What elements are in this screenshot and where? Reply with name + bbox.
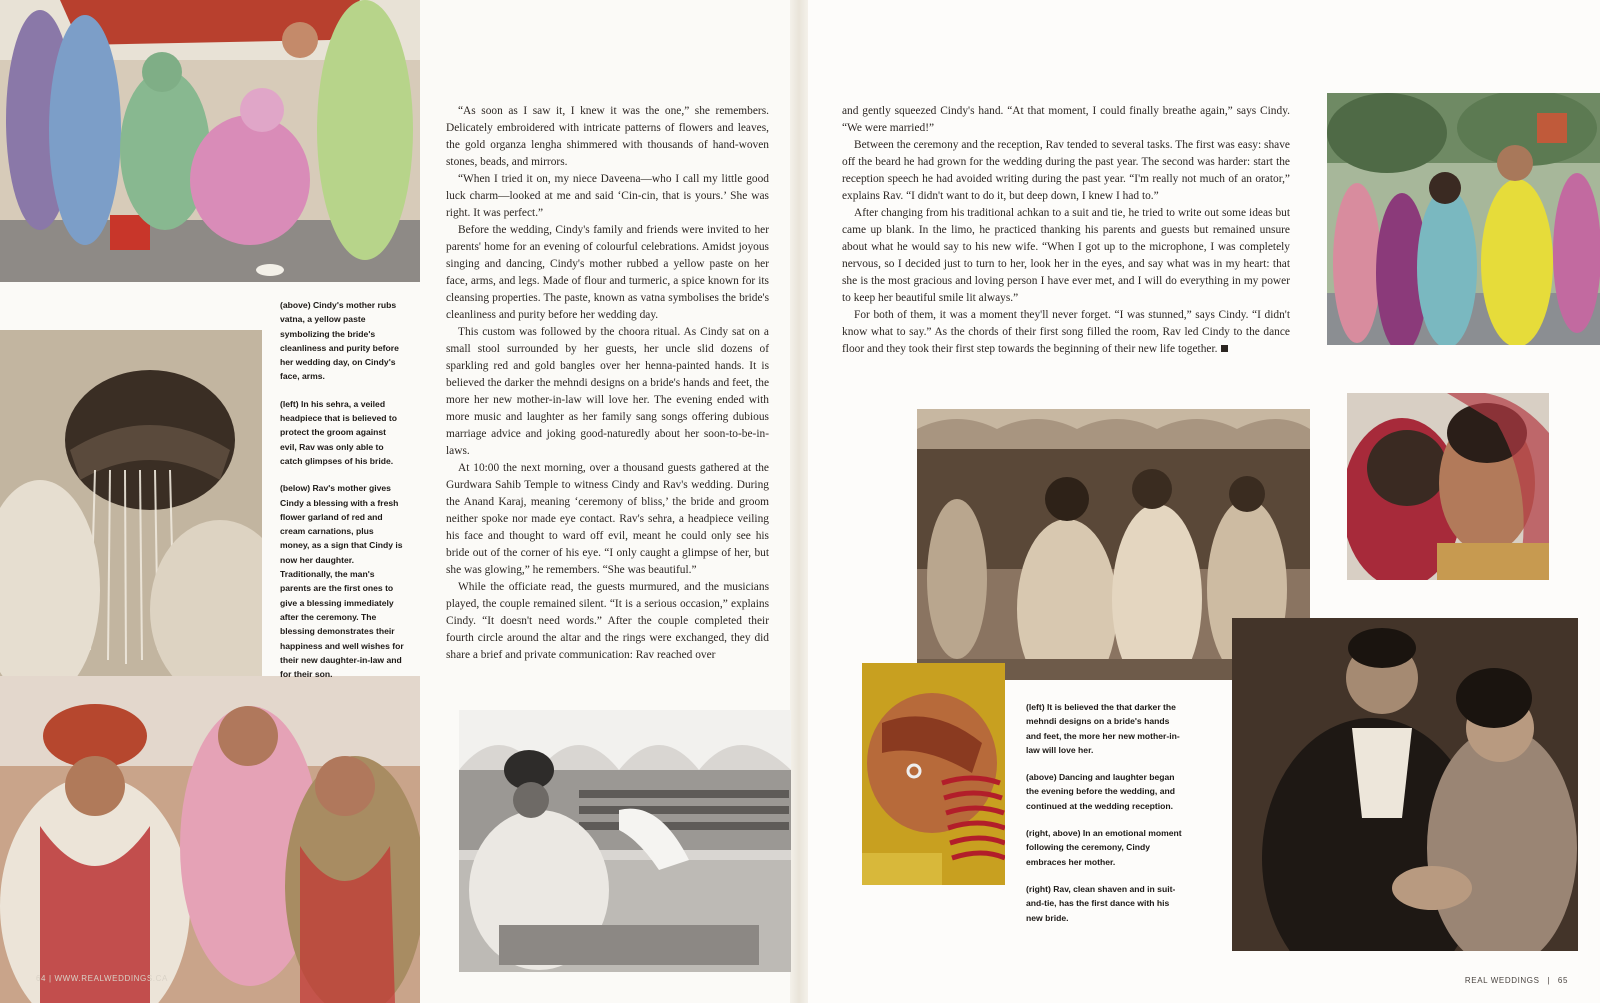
body-paragraph: After changing from his traditional achkan to a suit and tie, he tried to write out some ideas but came up blank. In the limo, he practiced thanking his parents and guests but remained unsure about what he would say to his new wife. “When I got up to the microphone, I was completely nervous, so I decided just to turn to her, look her in the eyes, and say what was in my heart: that she is the most gracious and loving person I have ever met, and I will do everything in my power to keep her beautiful smile lit always.” [842, 207, 1290, 304]
right-article-column [842, 103, 1290, 358]
left-folio-website: WWW.REALWEDDINGS.CA [54, 974, 168, 983]
right-folio [1465, 976, 1568, 985]
first-dance-photo [1232, 618, 1578, 951]
caption-embrace: (right, above) In an emotional moment following the ceremony, Cindy embraces her mother. [1026, 828, 1182, 867]
body-paragraph: This custom was followed by the choora ritual. As Cindy sat on a small stool surrounded by her guests, her uncle slid dozens of sparkling red and gold bangles over her henna-painted hands. It is believed the darker the mehndi designs on a bride's hands and feet, the more her new mother-in-law will love her. The evening ended with more music and laughter as her family sang songs offering dubious marriage advice and joking good-naturedly about her soon-to-be-in-laws. [446, 326, 769, 457]
caption-dancing: (above) Dancing and laughter began the evening before the wedding, and continued at the wedding reception. [1026, 772, 1175, 811]
caption-sehra: (left) In his sehra, a veiled headpiece that is believed to protect the groom against evil, Rav was only able to catch glimpses of his bride. [280, 398, 398, 466]
body-paragraph: Before the wedding, Cindy's family and friends were invited to her parents' home for an evening of colourful celebrations. Amidst joyous singing and dancing, Cindy's mother rubbed a yellow paste on her face, arms, and legs. Made of flour and turmeric, a spice known for its cleansing properties. The paste, known as vatna symbolises the bride's cleanliness and purity before her wedding day. [446, 224, 769, 321]
bride-embrace-photo [1347, 393, 1549, 580]
body-paragraph-last [842, 307, 1290, 358]
temple-ceremony-photo [459, 710, 791, 972]
left-folio [36, 974, 168, 983]
caption-blessing: (below) Rav's mother gives Cindy a blessing with a fresh flower garland of red and cream carnations, plus money, as a sign that Cindy is now her daughter. Traditionally, the man's parents are the first ones to give a blessing immediately after the ceremony. The blessing demonstrates their happiness and well wishes for their new daughter-in-law and for their son. [280, 483, 404, 680]
right-photo-captions [1026, 700, 1186, 938]
folio-divider: | [48, 974, 55, 983]
left-page-number: 64 [36, 974, 47, 983]
page-gutter [790, 0, 808, 1003]
body-paragraph: While the officiate read, the guests murmured, and the musicians played, the couple remained silent. “It is a serious occasion,” explains Cindy. “It doesn't need words.” After the couple completed their fourth circle around the altar and the rings were exchanged, they did share a brief and private communication: Rav reached over [446, 581, 769, 661]
body-paragraph: “As soon as I saw it, I knew it was the one,” she remembers. Delicately embroidered with intricate patterns of flowers and leaves, the gold organza lengha shimmered with thousands of hand-woven stones, beads, and mirrors. [446, 105, 769, 168]
caption-first-dance: (right) Rav, clean shaven and in suit-and-tie, has the first dance with his new bride. [1026, 883, 1176, 923]
body-paragraph-text: For both of them, it was a moment they'll never forget. “I was stunned,” says Cindy. “I didn't know what to say.” As the chords of their first song filled the room, Rav led Cindy to the dance floor and they took their first step towards the beginning of their new life together. [842, 309, 1290, 355]
folio-divider: | [1547, 976, 1551, 985]
body-paragraph: At 10:00 the next morning, over a thousand guests gathered at the Gurdwara Sahib Temple to witness Cindy and Rav's wedding. During the Anand Karaj, meaning ‘ceremony of bliss,’ the bride and groom neither spoke nor made eye contact. Rav's sehra, a headpiece veiling his face and thought to ward off evil, meant he could only see his bride out of the corner of his eye. “I only caught a glimpse of her, but she was glowing,” he remembers. “She was beautiful.” [446, 462, 769, 576]
left-article-column [446, 103, 769, 664]
end-of-article-mark [1221, 345, 1228, 352]
outdoor-dancing-photo [1327, 93, 1600, 345]
right-page-number: 65 [1557, 976, 1568, 985]
body-paragraph: Between the ceremony and the reception, Rav tended to several tasks. The first was easy: shave off the beard he had grown for the wedding during the past year. The second was harder: start the reception speech he had avoided writing during the past year. “I'm really not much of an orator,” explains Rav. “I didn't want to do it, but deep down, I knew I had to.” [842, 139, 1290, 202]
mehndi-hands-photo [862, 663, 1005, 885]
groom-sehra-photo [0, 330, 262, 676]
body-paragraph: “When I tried it on, my niece Daveena—who I call my little good luck charm—looked at me and said ‘Cin-cin, that is yours.’ She was right. It was perfect.” [446, 173, 769, 219]
caption-mehndi: (left) It is believed the that darker the mehndi designs on a bride's hands and feet, the more her new mother-in-law will love her. [1026, 702, 1180, 755]
body-paragraph: and gently squeezed Cindy's hand. “At that moment, I could finally breathe again,” says Cindy. “We were married!” [842, 105, 1290, 134]
blessing-garland-photo [0, 676, 420, 1003]
magazine-name: REAL WEDDINGS [1464, 976, 1540, 985]
vatna-ceremony-photo [0, 0, 420, 282]
left-photo-captions [280, 298, 404, 694]
caption-vatna: (above) Cindy's mother rubs vatna, a yellow paste symbolizing the bride's cleanliness and purity before her wedding day, on Cindy's face, arms. [280, 300, 399, 382]
